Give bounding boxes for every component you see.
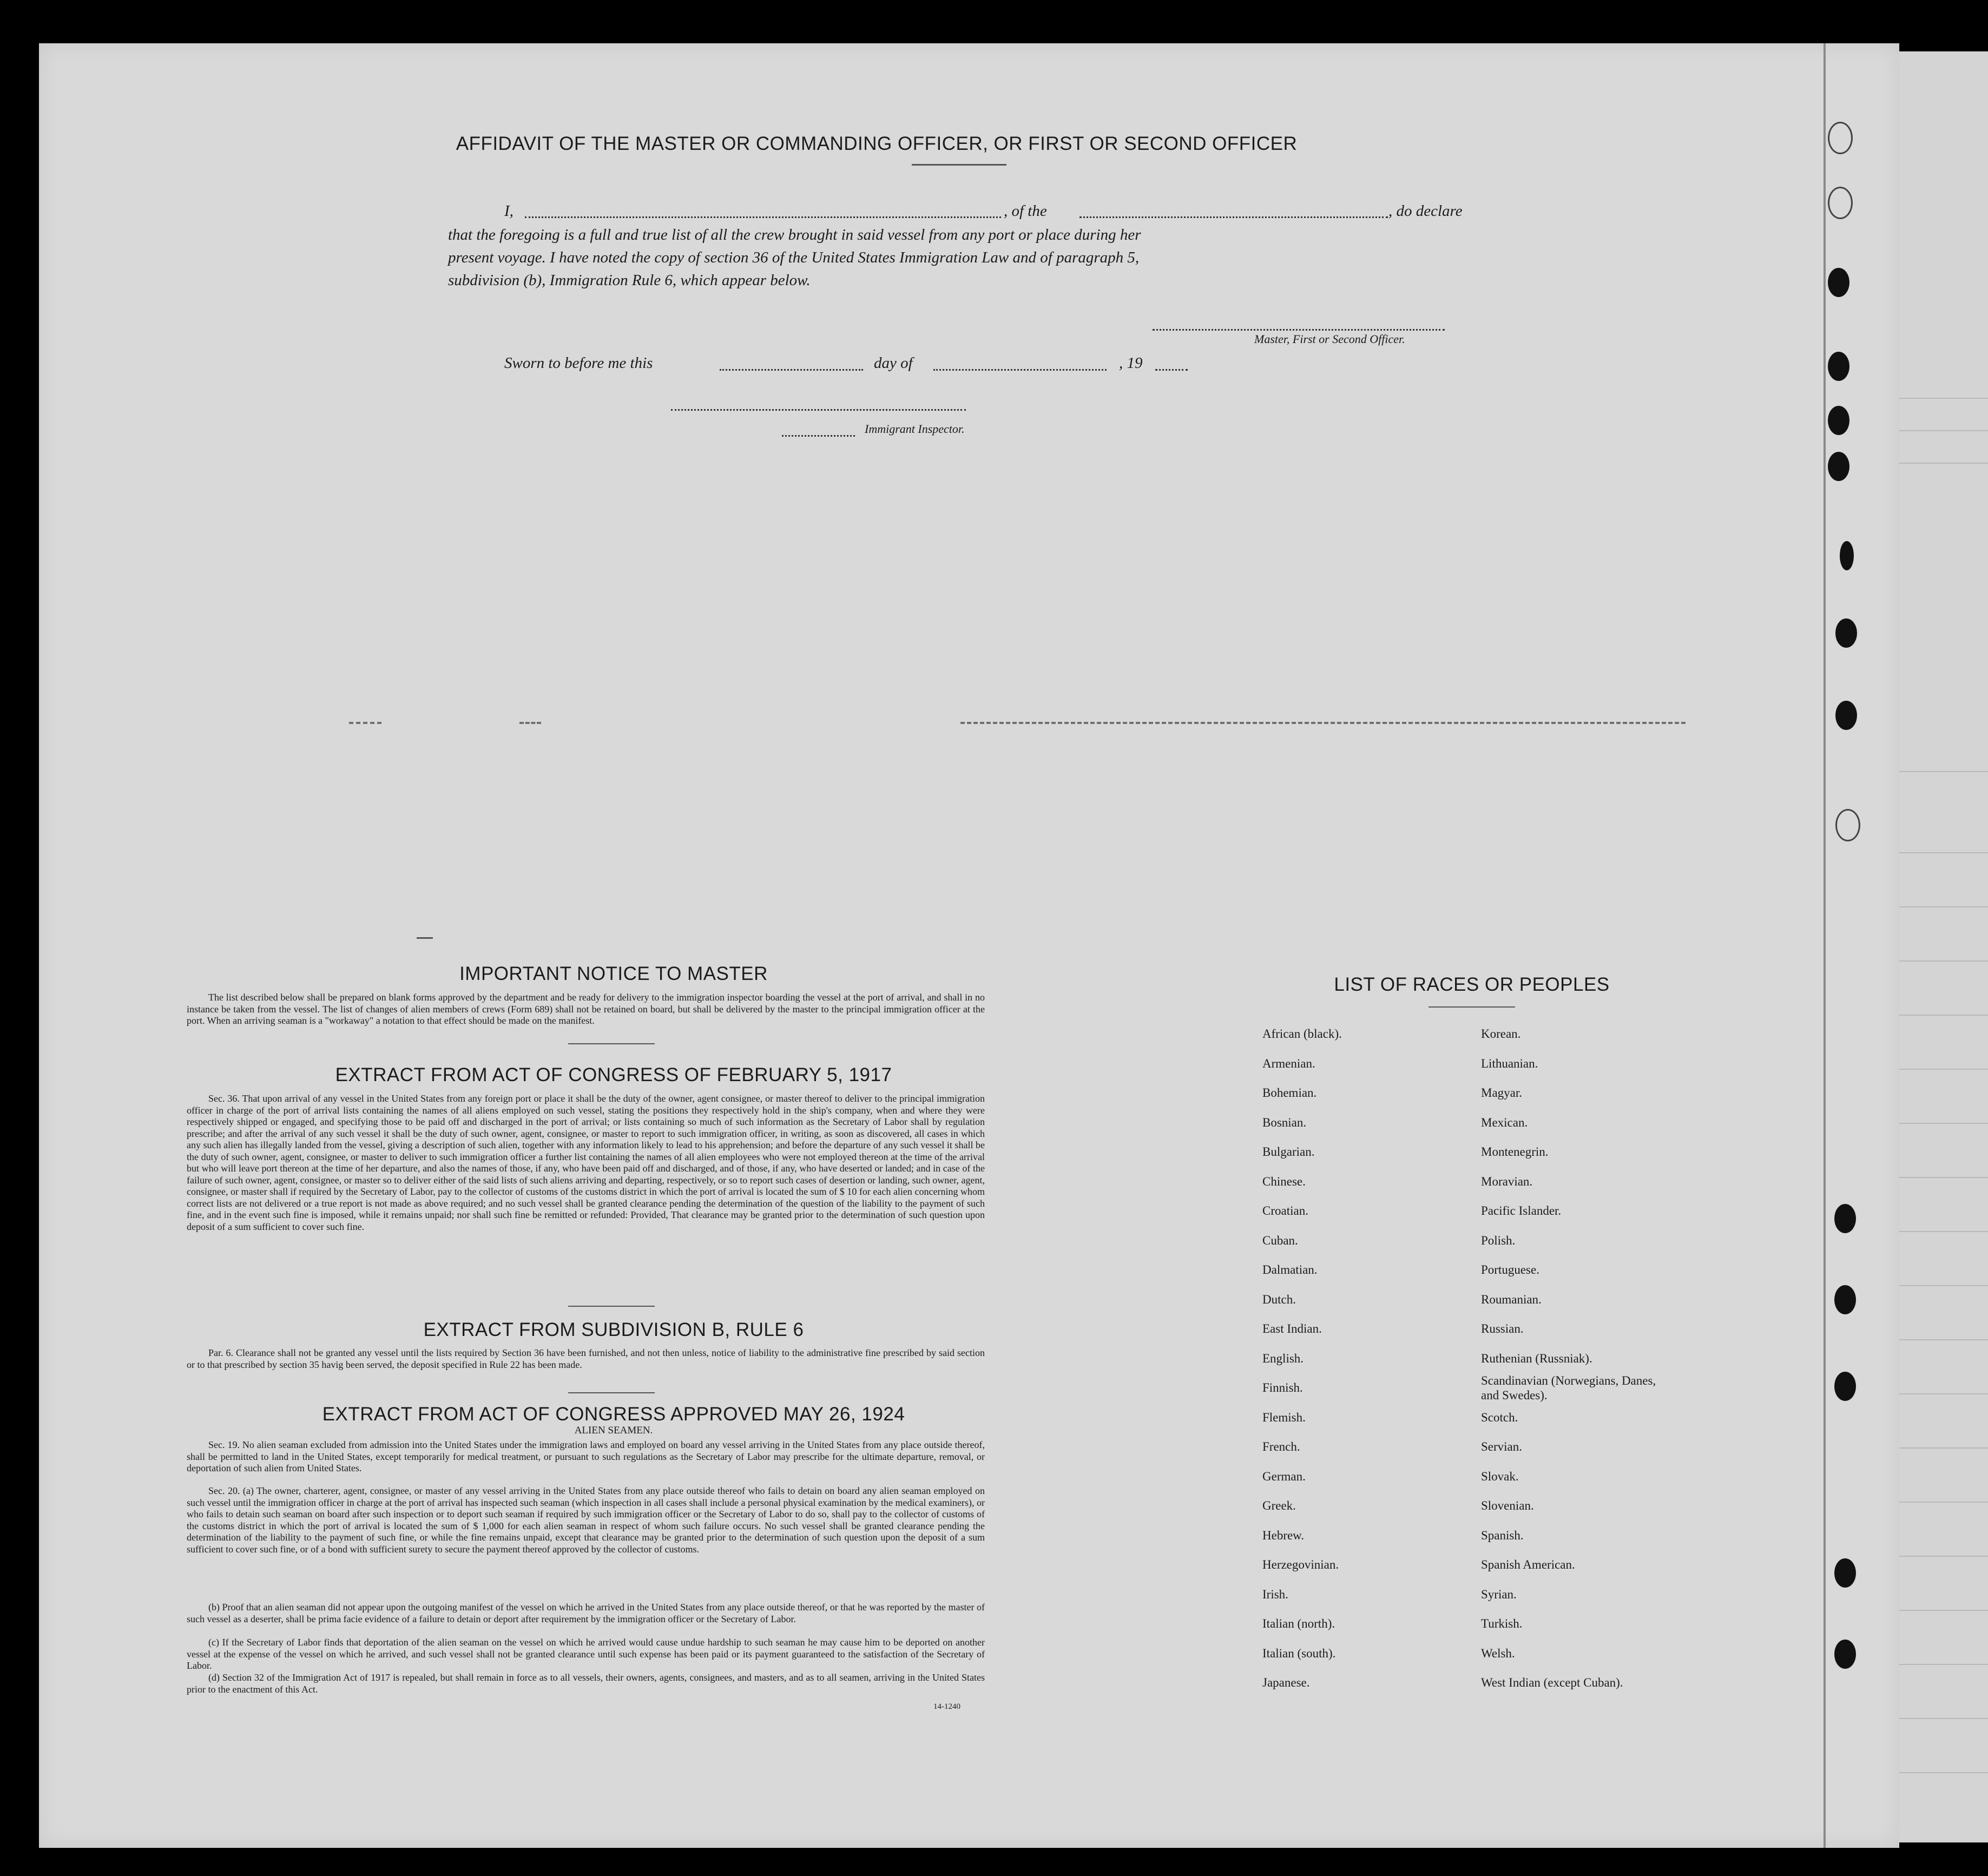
race-item: Herzegovinian. xyxy=(1262,1558,1339,1571)
extract-rule6-divider xyxy=(568,1392,655,1393)
sworn-year-blank xyxy=(1155,369,1188,371)
race-item: Bosnian. xyxy=(1262,1115,1307,1129)
race-item: Bohemian. xyxy=(1262,1086,1317,1100)
race-item: Montenegrin. xyxy=(1481,1145,1549,1158)
race-item: Lithuanian. xyxy=(1481,1056,1538,1070)
extract-1924-sec20c: (c) If the Secretary of Labor finds that deportation of the alien seaman on the vessel on which he arrived would cause undue hardship to such seaman he may cause him to be deported on another vessel at the expense of the vessel on which he arrived, and such vessel shall not be granted clearance until such expense has been paid or its payment guaranteed to the satisfaction of the Secretary of Labor. xyxy=(187,1637,985,1671)
scan-noise-mark xyxy=(960,719,1686,724)
race-item: Spanish. xyxy=(1481,1528,1524,1542)
race-item: Korean. xyxy=(1481,1027,1521,1041)
extract-1917-text: Sec. 36. That upon arrival of any vessel in the United States from any foreign port or place it shall be the duty of the owner, agent consignee, or master thereof to deliver to the principal immigration officer in charge of the port of arrival lists containing the names of all aliens employed on such vessel, stating the positions they respectively hold in the ship's company, when and where they were respectively shipped or engaged, and specifying those to be paid off and discharged in the port of arrival; or lists containing so much of such information as the Secretary of Labor shall by regulation prescribe; and after the arrival of any such vessel it shall be the duty of such owner, agent, consignee, or master to report to such immigration officer, in writing, as soon as discovered, all cases in which any such alien has illegally landed from the vessel, giving a description of such alien, together with any information likely to lead to his apprehension; and before the departure of any such vessel it shall be the duty of such owner, agent, consignee, or master to deliver to such immigration officer a further list containing the names of all alien employees who were not employed thereon at the time of the arrival but who will leave port thereon at the time of her departure, and also the names of those, if any, who have been paid off and discharged, and of those, if any, who have deserted or landed; and in case of the failure of such owner, agent, consignee, or master so to deliver either of the said lists of such aliens arriving and departing, respectively, or so to report such cases of desertion or landing, such owner, agent, consignee, or master shall if required by the Secretary of Labor, pay to the collector of customs of the customs district in which the port of arrival is located the sum of $ 10 for each alien concerning whom correct lists are not delivered or a true report is not made as above required; and no such vessel shall be granted clearance pending the determination of the question of the liability to the payment of such fine, and in the event such fine is imposed, while it remains unpaid; nor shall such fine be remitted or refunded: Provided, That clearance may be granted prior to the determination of such question upon deposit of a sum sufficient to cover such fine. xyxy=(187,1093,985,1232)
race-item: Greek. xyxy=(1262,1499,1296,1512)
races-title: LIST OF RACES OR PEOPLES xyxy=(1334,974,1610,995)
sworn-month-blank xyxy=(933,369,1107,371)
race-item: Spanish American. xyxy=(1481,1558,1575,1571)
race-item: Italian (north). xyxy=(1262,1617,1335,1630)
race-item: Finnish. xyxy=(1262,1381,1303,1394)
scan-noise-mark xyxy=(349,719,381,724)
sworn-day-of: day of xyxy=(874,354,913,372)
race-item: Chinese. xyxy=(1262,1174,1306,1188)
scan-noise-mark xyxy=(519,719,541,724)
race-item: Russian. xyxy=(1481,1322,1524,1335)
sworn-year: , 19 xyxy=(1119,354,1143,372)
extract-1924-sec20d: (d) Section 32 of the Immigration Act of 1917 is repealed, but shall remain in force as to all vessels, their owners, agents, consignees, and masters, and as to all seamen, arriving in the United States prior to the enactment of this Act. xyxy=(187,1672,985,1695)
extract-1924-subtitle: ALIEN SEAMEN. xyxy=(574,1425,653,1436)
race-item: Turkish. xyxy=(1481,1617,1523,1630)
affidavit-body-line: present voyage. I have noted the copy of section 36 of the United States Immigration Law and of paragraph 5, xyxy=(448,249,1140,266)
extract-rule6-text: Par. 6. Clearance shall not be granted any vessel until the lists required by Section 36 have been furnished, and not then unless, notice of liability to the administrative fine prescribed by said section or to that prescribed by section 35 havig been served, the deposit specified in Rule 22 has been made. xyxy=(187,1347,985,1370)
race-item: Servian. xyxy=(1481,1440,1523,1453)
extract-1924-sec20b: (b) Proof that an alien seaman did not appear upon the outgoing manifest of the vessel on which he arrived in the United States from any place outside thereof, or that he was reported by the master of such vessel as a deserter, shall be prima facie evidence of a failure to detain or deport after requirement by the immigration officer or the Secretary of Labor. xyxy=(187,1602,985,1624)
race-item: East Indian. xyxy=(1262,1322,1322,1335)
races-title-rule xyxy=(1429,1006,1515,1008)
binding-hole-icon xyxy=(1834,1372,1856,1401)
race-item: Slovak. xyxy=(1481,1469,1519,1483)
race-item: Ruthenian (Russniak). xyxy=(1481,1351,1592,1365)
extract-1917-divider xyxy=(568,1306,655,1307)
affidavit-title-rule xyxy=(912,164,1006,166)
race-item: Croatian. xyxy=(1262,1204,1308,1217)
notice-text: The list described below shall be prepared on blank forms approved by the department and be ready for delivery to the immigration inspector boarding the vessel at the port of arrival, and shall in no instance be taken from the vessel. The list of changes of alien members of crews (Form 689) shall not be retained on board, but shall be delivered by the master to the principal immigration officer at the port. When an arriving seaman is a "workaway" a notation to that effect should be made on the manifest. xyxy=(187,992,985,1026)
binding-hole-icon xyxy=(1834,1640,1856,1669)
page-fold-line xyxy=(1824,43,1826,1848)
inspector-label: Immigrant Inspector. xyxy=(865,422,965,436)
affidavit-body-line: that the foregoing is a full and true list of all the crew brought in said vessel from any port or place during her xyxy=(448,226,1141,243)
race-item: German. xyxy=(1262,1469,1306,1483)
binding-hole-icon xyxy=(1835,701,1857,730)
binding-hole-icon xyxy=(1835,809,1860,841)
affidavit-vessel-blank xyxy=(1079,216,1388,218)
affidavit-title: AFFIDAVIT OF THE MASTER OR COMMANDING OFFICER, OR FIRST OR SECOND OFFICER xyxy=(456,133,1298,154)
race-item: Hebrew. xyxy=(1262,1528,1305,1542)
binding-hole-icon xyxy=(1834,1558,1856,1588)
race-item: Irish. xyxy=(1262,1587,1288,1601)
race-item: Scandinavian (Norwegians, Danes, and Swedes). xyxy=(1481,1374,1656,1402)
race-item: Cuban. xyxy=(1262,1233,1298,1247)
race-item: Moravian. xyxy=(1481,1174,1533,1188)
notice-divider xyxy=(568,1043,655,1044)
affidavit-do-declare: , do declare xyxy=(1388,202,1463,220)
extract-1917-title: EXTRACT FROM ACT OF CONGRESS OF FEBRUARY 5, 1917 xyxy=(335,1064,892,1085)
race-item: Scotch. xyxy=(1481,1410,1518,1424)
affidavit-body-line: subdivision (b), Immigration Rule 6, which appear below. xyxy=(448,272,811,289)
binding-hole-icon xyxy=(1828,352,1849,381)
race-item: Bulgarian. xyxy=(1262,1145,1315,1158)
race-item: Welsh. xyxy=(1481,1646,1515,1660)
affidavit-i: I, xyxy=(504,202,514,220)
notice-title: IMPORTANT NOTICE TO MASTER xyxy=(459,963,768,984)
binding-hole-icon xyxy=(1835,618,1857,648)
affidavit-of-the: , of the xyxy=(1004,202,1047,220)
inspector-signature-blank xyxy=(671,409,966,411)
notice-top-mark xyxy=(417,937,433,939)
race-item: Dalmatian. xyxy=(1262,1263,1318,1276)
race-item: Magyar. xyxy=(1481,1086,1523,1100)
affidavit-name-blank xyxy=(525,216,1001,218)
binding-hole-icon xyxy=(1834,1204,1856,1233)
binding-hole-icon xyxy=(1828,406,1849,435)
race-item: African (black). xyxy=(1262,1027,1342,1041)
sworn-day-blank xyxy=(720,369,863,371)
sworn-prefix: Sworn to before me this xyxy=(504,354,653,372)
binding-hole-icon xyxy=(1834,1285,1856,1314)
form-number: 14-1240 xyxy=(933,1702,960,1711)
inspector-name-blank xyxy=(782,435,855,437)
extract-1924-title: EXTRACT FROM ACT OF CONGRESS APPROVED MAY 26, 1924 xyxy=(322,1404,905,1425)
race-item: Roumanian. xyxy=(1481,1292,1542,1306)
binding-hole-icon xyxy=(1828,452,1849,481)
document-page xyxy=(39,43,1899,1848)
race-item: West Indian (except Cuban). xyxy=(1481,1676,1623,1689)
binding-hole-icon xyxy=(1828,187,1853,219)
extract-1924-sec19: Sec. 19. No alien seaman excluded from admission into the United States under the immigration laws and employed on board any vessel arriving in the United States from any place outside thereof, shall be permitted to land in the United States, except temporarily for medical treatment, or pursuant to such regulations as the Secretary of Labor may prescribe for the ultimate departure, removal, or deportation of such alien from United States. xyxy=(187,1439,985,1473)
binding-hole-icon xyxy=(1828,268,1849,297)
race-item: Japanese. xyxy=(1262,1676,1310,1689)
race-item: Slovenian. xyxy=(1481,1499,1534,1512)
race-item: English. xyxy=(1262,1351,1304,1365)
signature-blank xyxy=(1153,329,1445,331)
race-item: Polish. xyxy=(1481,1233,1516,1247)
race-item: Pacific Islander. xyxy=(1481,1204,1562,1217)
binding-hole-icon xyxy=(1840,541,1854,570)
extract-rule6-title: EXTRACT FROM SUBDIVISION B, RULE 6 xyxy=(423,1319,804,1340)
race-item: Italian (south). xyxy=(1262,1646,1336,1660)
race-item: Dutch. xyxy=(1262,1292,1296,1306)
extract-1924-sec20a: Sec. 20. (a) The owner, charterer, agent, consignee, or master of any vessel arriving in the United States from any place outside thereof who fails to detain on board any alien seaman employed on such vessel until the immigration officer in charge at the port of arrival has inspected such seaman (which inspection in all cases shall include a personal physical examination by the medical examiners), or who fails to detain such seaman on board after such inspection or to deport such seaman if required by such immigration officer or the Secretary of Labor to do so, shall pay to the collector of customs of the customs district in which the port of arrival is located the sum of $ 1,000 for each alien seaman in respect of whom such failure occurs. No such vessel shall be granted clearance pending the determination of the liability to the payment of such fine, or while the fine remains unpaid, except that clearance may be granted prior to the determination of such question upon the deposit of a sum sufficient to cover such fine, or of a bond with sufficient surety to secure the payment thereof approved by the collector of customs. xyxy=(187,1485,985,1555)
binding-hole-icon xyxy=(1828,122,1853,154)
race-item: Portuguese. xyxy=(1481,1263,1539,1276)
race-item: Armenian. xyxy=(1262,1056,1315,1070)
race-item: Syrian. xyxy=(1481,1587,1517,1601)
race-item: Mexican. xyxy=(1481,1115,1528,1129)
signature-label: Master, First or Second Officer. xyxy=(1254,332,1405,346)
race-item: Flemish. xyxy=(1262,1410,1306,1424)
race-item: French. xyxy=(1262,1440,1300,1453)
